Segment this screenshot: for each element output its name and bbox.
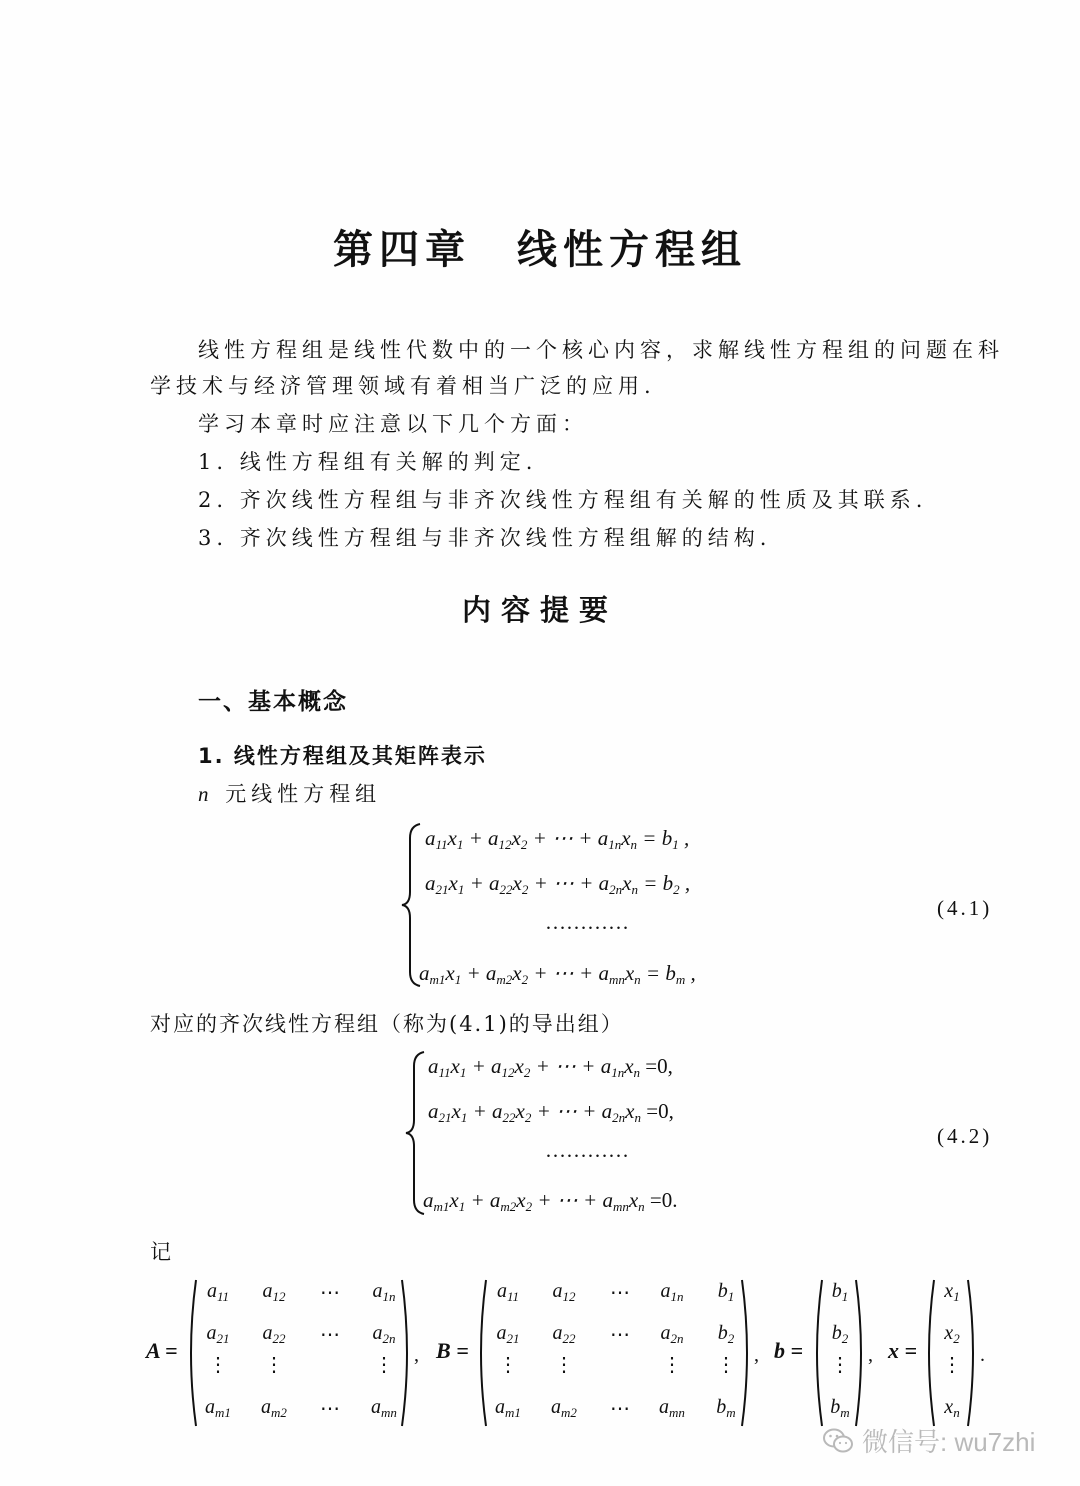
equation-row: $a_{11}x_1 + a_{12}x_2$ + ⋯ + $a_{1n}x_n =0$, xyxy=(428,1054,673,1080)
watermark xyxy=(822,1422,1035,1459)
comma: , xyxy=(868,1344,873,1366)
equation-row: $a_{21}x_1 + a_{22}x_2$ + ⋯ + $a_{2n}x_n =0$, xyxy=(428,1099,674,1125)
list-item: 2. 齐次线性方程组与非齐次线性方程组有关解的性质及其联系. xyxy=(198,488,928,512)
equation-number: (4.2) xyxy=(937,1124,993,1148)
right-paren xyxy=(854,1278,868,1428)
n-variable: n xyxy=(198,782,214,806)
topic-heading: 1. 线性方程组及其矩阵表示 xyxy=(198,744,487,768)
notation-label: 记 xyxy=(150,1240,176,1264)
vector-x: $x_1$ $x_2$ ⋮ $x_n$ xyxy=(942,1280,962,1420)
matrix-b: $a_{11}$ $a_{12}$ ⋯ $a_{1n}$ $b_1$ $a_{21}$ $a_{22}$ ⋯ $a_{2n}$ $b_2$ ⋮ ⋮ ⋮ ⋮ $a_{m1}$ $a_{m2}$ ⋯ $a_{mn}$ $b_m$ xyxy=(495,1280,736,1420)
vector-name-b: b = xyxy=(774,1338,804,1363)
comma: , xyxy=(754,1344,759,1366)
subsection-heading: 一、基本概念 xyxy=(198,689,348,715)
equation-dots: ………… xyxy=(545,1138,629,1162)
attention-line: 学习本章时应注意以下几个方面： xyxy=(198,412,588,436)
chapter-title: 第四章 线性方程组 xyxy=(333,227,747,273)
vector-name-x: x = xyxy=(888,1338,918,1363)
comma: , xyxy=(414,1344,419,1366)
right-paren xyxy=(400,1278,414,1428)
section-title: 内容提要 xyxy=(461,593,618,627)
vector-b: $b_1$ $b_2$ ⋮ $b_m$ xyxy=(830,1280,850,1420)
intro-paragraph: 线性方程组是线性代数中的一个核心内容，求解线性方程组的问题在科学技术与经济管理领域有着相当广泛的应用. xyxy=(150,338,1004,398)
homogeneous-label: 对应的齐次线性方程组（称为(4.1)的导出组） xyxy=(150,1012,624,1036)
equation-row: $a_{11}x_1 + a_{12}x_2$ + ⋯ + $a_{1n}x_n = b_1$ , xyxy=(425,826,690,852)
equation-number: (4.1) xyxy=(937,896,993,920)
matrix-name-a: A = xyxy=(146,1338,178,1363)
matrix-a: $a_{11}$ $a_{12}$ ⋯ $a_{1n}$ $a_{21}$ $a_{22}$ ⋯ $a_{2n}$ ⋮ ⋮ ⋮ $a_{m1}$ $a_{m2}$ ⋯ $a_{mn}$ xyxy=(205,1280,397,1420)
equation-dots: ………… xyxy=(545,910,629,934)
equation-row: $a_{21}x_1 + a_{22}x_2$ + ⋯ + $a_{2n}x_n = b_2$ , xyxy=(425,871,691,897)
wechat-icon xyxy=(822,1427,854,1455)
equation-row: $a_{m1}x_1 + a_{m2}x_2$ + ⋯ + $a_{mn}x_n =0$. xyxy=(423,1188,678,1214)
n-system-label: n 元线性方程组 xyxy=(198,782,382,806)
right-paren xyxy=(740,1278,754,1428)
equation-row: $a_{m1}x_1 + a_{m2}x_2$ + ⋯ + $a_{mn}x_n = b_m$ , xyxy=(419,961,696,987)
list-item: 3. 齐次线性方程组与非齐次线性方程组解的结构. xyxy=(198,526,772,550)
watermark-text: 微信号: wu7zhi xyxy=(862,1427,1036,1457)
right-paren xyxy=(966,1278,980,1428)
period: . xyxy=(980,1344,985,1366)
list-item: 1. 线性方程组有关解的判定. xyxy=(198,450,538,474)
matrix-name-b: B = xyxy=(436,1338,469,1363)
